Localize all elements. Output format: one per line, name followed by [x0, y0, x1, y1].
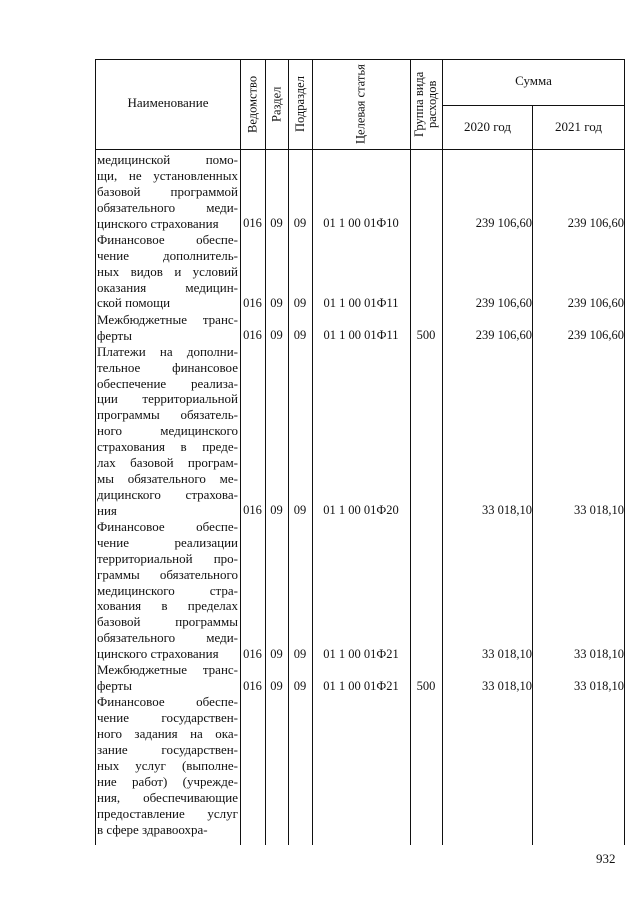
row-3-name — [97, 344, 238, 519]
row-name-line: обязательного меди- — [97, 630, 238, 646]
row-name-line: ции территориальной — [97, 391, 238, 407]
row-2-podrazdel: 09 — [293, 328, 307, 342]
row-name-line: медицинского стра- — [97, 582, 238, 598]
row-name-line: медицинской помо- — [97, 152, 238, 167]
row-name-line: территориальной про- — [97, 550, 238, 566]
row-name-line: программы обязатель- — [97, 407, 238, 423]
row-2-vedomstvo: 016 — [243, 328, 262, 342]
row-6-name — [97, 694, 238, 837]
col-border-raz — [288, 59, 289, 845]
row-name-line: страхования в преде- — [97, 439, 238, 455]
row-2-sum-2021: 239 106,60 — [567, 328, 624, 342]
row-name-line: чение реализации — [97, 534, 238, 550]
row-3-razdel: 09 — [270, 503, 283, 518]
header-celevaya-statya: Целевая статья — [353, 64, 368, 144]
row-3-sum-2021: 33 018,10 — [574, 503, 624, 518]
row-1-razdel: 09 — [270, 295, 283, 310]
row-0-podrazdel: 09 — [293, 216, 307, 231]
row-5-gruppa: 500 — [416, 678, 436, 693]
row-5-name — [97, 662, 238, 694]
header-vedomstvo: Ведомство — [245, 75, 260, 133]
header-year-2020: 2020 год — [464, 119, 511, 134]
header-gruppa-vida-rashodov: Группа вида расходов — [412, 71, 439, 137]
row-1-podrazdel: 09 — [293, 295, 307, 310]
row-name-line: зание государствен- — [97, 742, 238, 758]
row-3-celevaya-statya: 01 1 00 01Ф20 — [323, 503, 399, 518]
row-name-line: ние работ) (учрежде- — [97, 773, 238, 789]
row-name-line: цинского страхования — [97, 646, 219, 662]
row-1-name — [97, 232, 238, 312]
col-border-left — [95, 59, 96, 845]
row-4-name — [97, 519, 238, 662]
row-name-line: ного задания на ока- — [97, 726, 238, 742]
row-0-name — [97, 152, 238, 232]
row-name-line: в сфере здравоохра- — [97, 821, 208, 837]
row-name-line: мы обязательного ме- — [97, 470, 238, 486]
col-border-cel — [410, 59, 411, 845]
row-1-vedomstvo: 016 — [243, 295, 262, 310]
row-1-celevaya-statya: 01 1 00 01Ф11 — [323, 295, 399, 310]
row-name-line: ных услуг (выполне- — [97, 758, 238, 774]
col-border-right — [624, 59, 625, 845]
row-name-line: ферты — [97, 678, 132, 694]
row-name-line: Межбюджетные транс- — [97, 311, 238, 327]
row-0-celevaya-statya: 01 1 00 01Ф10 — [323, 216, 399, 231]
col-border-pod — [312, 59, 313, 845]
row-4-sum-2021: 33 018,10 — [574, 646, 624, 661]
row-name-line: лах базовой програм- — [97, 455, 238, 471]
col-border-grp — [442, 59, 443, 845]
row-name-line: дицинского страхова- — [97, 486, 238, 502]
row-1-sum-2021: 239 106,60 — [567, 295, 624, 310]
row-name-line: граммы обязательного — [97, 566, 238, 582]
row-name-line: обеспечение реализа- — [97, 375, 238, 391]
row-2-name — [97, 312, 238, 344]
header-name: Наименование — [127, 95, 209, 110]
row-name-line: ферты — [97, 327, 132, 343]
row-0-sum-2020: 239 106,60 — [475, 216, 532, 231]
row-name-line: Межбюджетные транс- — [97, 662, 238, 678]
row-3-vedomstvo: 016 — [243, 503, 262, 518]
row-5-sum-2021: 33 018,10 — [574, 678, 624, 693]
row-2-sum-2020: 239 106,60 — [475, 328, 532, 342]
row-name-line: цинского страхования — [97, 215, 219, 231]
row-0-vedomstvo: 016 — [243, 216, 262, 231]
page-number: 932 — [596, 851, 616, 866]
header-year-2021: 2021 год — [555, 119, 602, 134]
header-razdel: Раздел — [269, 86, 284, 122]
row-name-line: щи, не установленных — [97, 167, 238, 183]
col-border-name — [240, 59, 241, 845]
row-name-line: хования в пределах — [97, 598, 238, 614]
row-5-celevaya-statya: 01 1 00 01Ф21 — [323, 678, 399, 693]
row-2-razdel: 09 — [270, 328, 283, 342]
header-summa: Сумма — [515, 73, 552, 88]
row-1-sum-2020: 239 106,60 — [475, 295, 532, 310]
row-5-podrazdel: 09 — [293, 678, 307, 693]
header-podrazdel: Подраздел — [293, 76, 307, 132]
row-name-line: обязательного меди- — [97, 199, 238, 215]
row-name-line: базовой программы — [97, 614, 238, 630]
row-name-line: Финансовое обеспе- — [97, 694, 238, 710]
row-name-line: Финансовое обеспе- — [97, 518, 238, 534]
row-name-line: чение государствен- — [97, 710, 238, 726]
row-4-sum-2020: 33 018,10 — [482, 646, 532, 661]
row-name-line: ской помощи — [97, 295, 171, 311]
table-top-border — [95, 59, 625, 60]
header-bottom-border — [95, 149, 625, 150]
row-name-line: ных видов и условий — [97, 263, 238, 279]
row-5-razdel: 09 — [270, 678, 283, 693]
row-0-razdel: 09 — [270, 216, 283, 231]
row-4-celevaya-statya: 01 1 00 01Ф21 — [323, 646, 399, 661]
row-2-gruppa: 500 — [416, 328, 436, 342]
row-name-line: чение дополнитель- — [97, 247, 238, 263]
col-border-ved — [265, 59, 266, 845]
row-name-line: Платежи на дополни- — [97, 343, 238, 359]
row-5-vedomstvo: 016 — [243, 678, 262, 693]
row-name-line: ния — [97, 502, 117, 518]
row-name-line: Финансовое обеспе- — [97, 231, 238, 247]
row-name-line: ния, обеспечивающие — [97, 789, 238, 805]
row-name-line: базовой программой — [97, 183, 238, 199]
row-2-celevaya-statya: 01 1 00 01Ф11 — [323, 328, 399, 342]
row-3-podrazdel: 09 — [293, 503, 307, 518]
row-3-sum-2020: 33 018,10 — [482, 503, 532, 518]
row-name-line: ного медицинского — [97, 423, 238, 439]
row-name-line: оказания медицин- — [97, 279, 238, 295]
row-name-line: тельное финансовое — [97, 359, 238, 375]
summa-divider — [442, 105, 625, 106]
row-4-vedomstvo: 016 — [243, 646, 262, 661]
row-4-razdel: 09 — [270, 646, 283, 661]
row-5-sum-2020: 33 018,10 — [482, 678, 532, 693]
row-0-sum-2021: 239 106,60 — [567, 216, 624, 231]
row-name-line: предоставление услуг — [97, 805, 238, 821]
row-4-podrazdel: 09 — [293, 646, 307, 661]
